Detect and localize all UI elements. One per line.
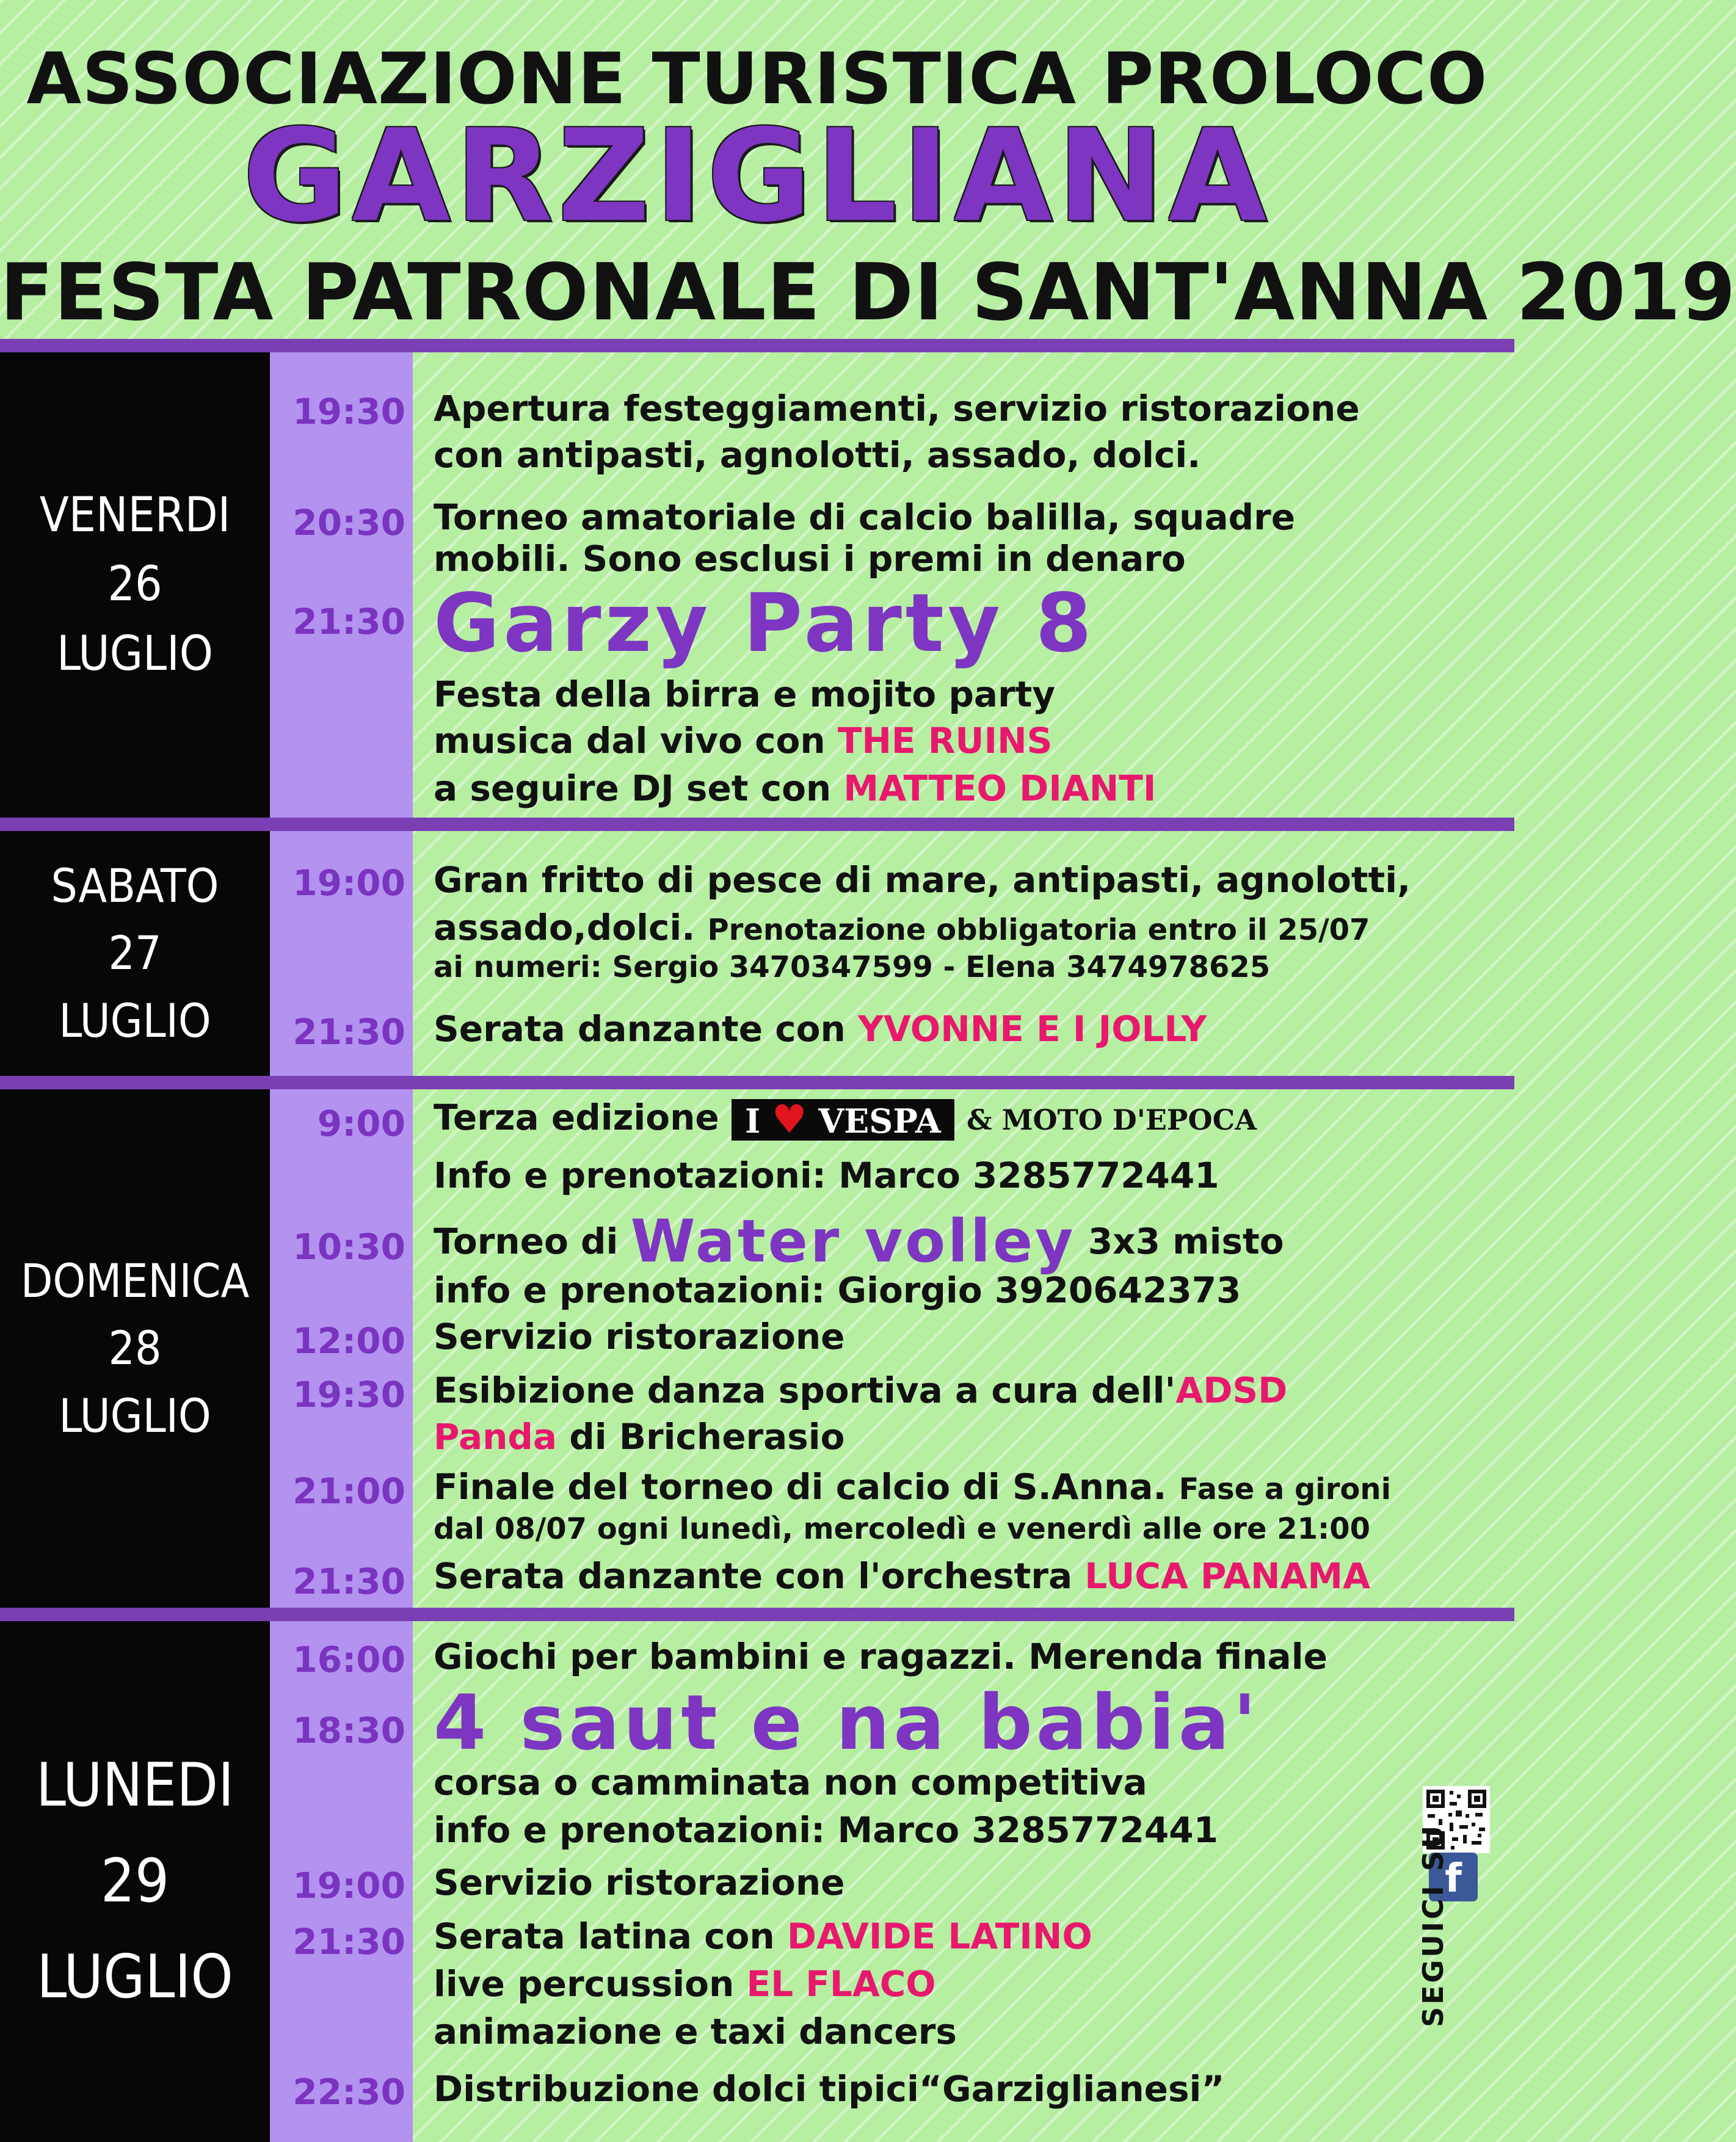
event-text: Distribuzione dolci tipici“Garziglianesi” (434, 2068, 1225, 2110)
event-time: 20:30 (292, 502, 405, 543)
event-text: info e prenotazioni: Marco 3285772441 (434, 1809, 1218, 1851)
divider (0, 818, 1514, 831)
event-text: animazione e taxi dancers (434, 2011, 957, 2052)
event-text: Serata latina con DAVIDE LATINO (434, 1915, 1092, 1957)
day-number: 29 (100, 1846, 170, 1917)
weekday: VENERDI (39, 488, 231, 543)
event-text: corsa o camminata non competitiva (434, 1762, 1147, 1803)
event-text: musica dal vivo con THE RUINS (434, 720, 1053, 761)
event-time: 10:30 (292, 1226, 405, 1268)
divider (0, 1076, 1514, 1089)
event-time: 21:00 (292, 1470, 405, 1512)
divider (0, 339, 1514, 352)
event-time: 19:30 (292, 1374, 405, 1415)
event-text: Servizio ristorazione (434, 1862, 845, 1903)
heart-icon: ♥ (772, 1097, 807, 1142)
association-name: ASSOCIAZIONE TURISTICA PROLOCO (26, 38, 1488, 120)
event-text: Torneo di Water volley 3x3 misto (434, 1207, 1284, 1276)
day-monday (0, 1621, 270, 2142)
event-text: Info e prenotazioni: Marco 3285772441 (434, 1155, 1219, 1196)
event-text: con antipasti, agnolotti, assado, dolci. (434, 434, 1201, 476)
follow-us-label: SEGUICI SU (1417, 1823, 1450, 2027)
saut-title: 4 saut e na babia' (434, 1679, 1260, 1767)
event-text: Torneo amatoriale di calcio balilla, squadre (434, 496, 1296, 538)
day-number: 28 (108, 1321, 162, 1376)
event-text: assado,dolci. Prenotazione obbligatoria entro il 25/07 (434, 907, 1370, 948)
event-text: Terza edizione I ♥ VESPA & MOTO D'EPOCA (434, 1097, 1257, 1142)
divider (0, 1608, 1514, 1621)
event-text: a seguire DJ set con MATTEO DIANTI (434, 768, 1157, 809)
artist-name: DAVIDE LATINO (786, 1915, 1092, 1957)
month: LUGLIO (59, 1388, 211, 1443)
event-text: Panda di Bricherasio (434, 1416, 845, 1458)
event-time: 12:00 (292, 1320, 405, 1362)
day-number: 27 (108, 926, 162, 981)
artist-name: YVONNE E I JOLLY (858, 1008, 1207, 1050)
garzy-party-title: Garzy Party 8 (434, 576, 1095, 670)
event-title: FESTA PATRONALE DI SANT'ANNA 2019 (0, 247, 1736, 338)
weekday: DOMENICA (20, 1254, 250, 1309)
event-text: ai numeri: Sergio 3470347599 - Elena 3474978625 (434, 950, 1271, 984)
proloco-name: GARZIGLIANA (242, 103, 1272, 250)
event-time: 21:30 (292, 1561, 405, 1602)
event-text: Gran fritto di pesce di mare, antipasti, agnolotti, (434, 859, 1411, 901)
artist-name: LUCA PANAMA (1084, 1555, 1371, 1597)
event-text: Festa della birra e mojito party (434, 673, 1056, 715)
event-text: mobili. Sono esclusi i premi in denaro (434, 538, 1186, 579)
event-text: Apertura festeggiamenti, servizio ristorazione (434, 388, 1360, 429)
event-text: Esibizione danza sportiva a cura dell'ADSD (434, 1370, 1288, 1411)
event-text: Serata danzante con l'orchestra LUCA PANAMA (434, 1555, 1371, 1597)
day-friday (0, 352, 270, 818)
month: LUGLIO (59, 993, 211, 1048)
event-time: 22:30 (292, 2071, 405, 2113)
event-time: 9:00 (317, 1103, 405, 1144)
event-time: 19:30 (292, 391, 405, 432)
day-number: 26 (107, 557, 162, 612)
day-sunday (0, 1089, 270, 1608)
event-text: Finale del torneo di calcio di S.Anna. Fase a gironi (434, 1466, 1392, 1508)
event-text: dal 08/07 ogni lunedì, mercoledì e venerdì alle ore 21:00 (434, 1512, 1371, 1546)
artist-name: THE RUINS (837, 720, 1053, 761)
event-time: 21:30 (292, 601, 405, 642)
day-saturday (0, 831, 270, 1076)
event-time: 19:00 (292, 1865, 405, 1906)
event-text: Servizio ristorazione (434, 1316, 845, 1357)
event-time: 19:00 (292, 862, 405, 904)
event-text: Serata danzante con YVONNE E I JOLLY (434, 1008, 1207, 1050)
event-time: 16:00 (292, 1639, 405, 1680)
event-time: 18:30 (292, 1710, 405, 1751)
i-love-vespa-logo: I ♥ VESPA (732, 1099, 954, 1141)
artist-name: MATTEO DIANTI (843, 768, 1157, 809)
event-text: live percussion EL FLACO (434, 1963, 936, 2005)
artist-name: EL FLACO (746, 1963, 936, 2005)
event-time: 21:30 (292, 1011, 405, 1053)
event-text: Giochi per bambini e ragazzi. Merenda finale (434, 1636, 1327, 1677)
event-time: 21:30 (292, 1921, 405, 1962)
month: LUGLIO (57, 626, 213, 681)
event-text: info e prenotazioni: Giorgio 3920642373 (434, 1269, 1241, 1311)
water-volley-title: Water volley (630, 1207, 1076, 1276)
weekday: SABATO (51, 859, 219, 913)
weekday: LUNEDI (35, 1751, 234, 1821)
facebook-icon[interactable]: f (1429, 1853, 1478, 1901)
month: LUGLIO (37, 1942, 233, 2012)
